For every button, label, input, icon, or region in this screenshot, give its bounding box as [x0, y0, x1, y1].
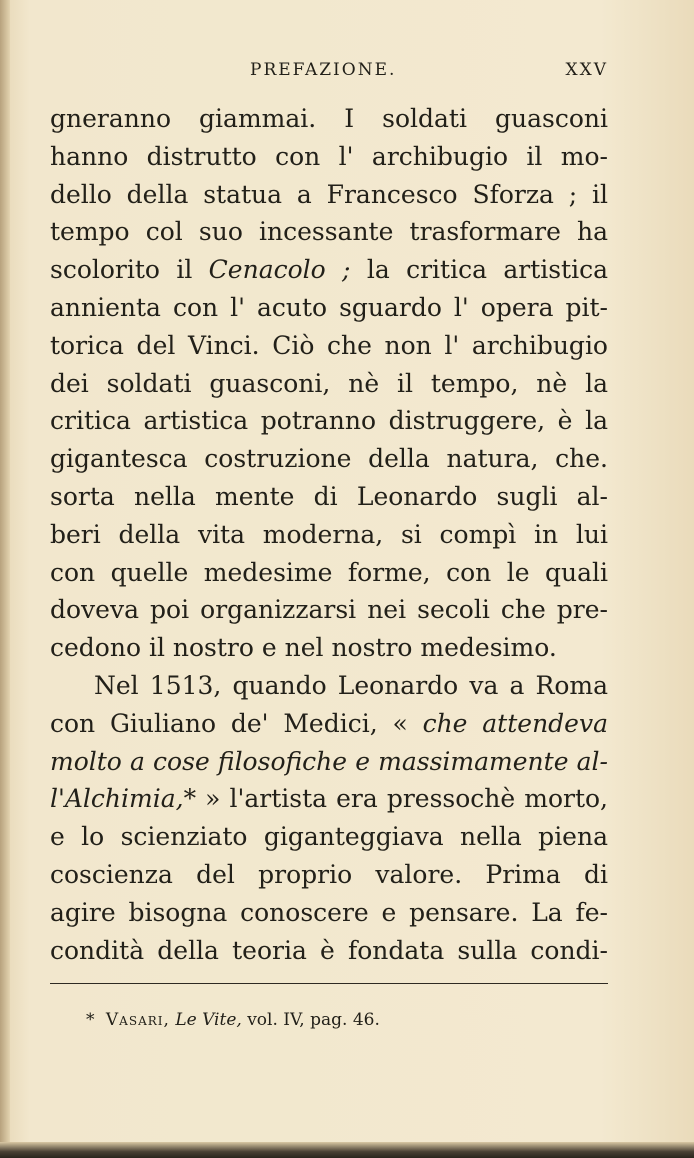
- text-line: cedono il nostro e nel nostro medesimo.: [50, 633, 557, 663]
- text-line: hanno distrutto con l' archibugio il mo-: [50, 141, 608, 171]
- text-segment: la critica artistica: [350, 255, 608, 285]
- text-line: gneranno giammai. I soldati guasconi: [50, 104, 608, 133]
- text-line: tempo col suo incessante trasformare ha: [50, 217, 608, 247]
- text-segment: * » l'artista era pressochè morto,: [183, 784, 608, 814]
- footnote: [86, 1010, 380, 1030]
- text-line: [50, 743, 608, 781]
- footnote-author: Vasari,: [105, 1010, 170, 1030]
- footnote-rule: [50, 983, 608, 984]
- text-line: Nel 1513, quando Leonardo va a Roma: [94, 670, 608, 700]
- page-binding-shadow: [0, 0, 10, 1158]
- text-line: dei soldati guasconi, nè il tempo, nè la: [50, 368, 608, 398]
- text-line: [50, 705, 608, 743]
- footnote-marker: *: [86, 1010, 95, 1030]
- text-line: con quelle medesime forme, con le quali: [50, 557, 608, 587]
- text-line: critica artistica potranno distruggere, è la: [50, 406, 608, 436]
- text-line: coscienza del proprio valore. Prima di: [50, 859, 608, 889]
- italic-title-cenacolo: Cenacolo ;: [208, 255, 351, 285]
- text-segment: con Giuliano de' Medici, «: [50, 708, 423, 738]
- text-line: [50, 251, 608, 289]
- text-line: [50, 780, 608, 818]
- text-line: annienta con l' acuto sguardo l' opera pit-: [50, 292, 608, 322]
- text-line: doveva poi organizzarsi nei secoli che pre-: [50, 595, 608, 625]
- text-segment: scolorito il: [50, 255, 209, 285]
- body-text: [50, 100, 608, 969]
- running-head: [60, 60, 608, 84]
- text-line: beri della vita moderna, si compì in lui: [50, 519, 608, 549]
- footnote-citation: vol. IV, pag. 46.: [247, 1010, 380, 1030]
- italic-quote: molto a cose filosofiche e massimamente al-: [50, 746, 608, 776]
- text-line: sorta nella mente di Leonardo sugli al-: [50, 481, 608, 511]
- text-line: agire bisogna conoscere e pensare. La fe-: [50, 897, 608, 927]
- text-line: e lo scienziato giganteggiava nella piena: [50, 822, 608, 852]
- text-line: torica del Vinci. Ciò che non l' archibugio: [50, 330, 608, 360]
- page-bottom-edge: [0, 1142, 694, 1158]
- footnote-title: Le Vite,: [175, 1010, 242, 1030]
- text-line: gigantesca costruzione della natura, che.: [50, 444, 608, 474]
- text-line: dello della statua a Francesco Sforza ; il: [50, 179, 608, 209]
- running-title: PREFAZIONE.: [250, 60, 397, 80]
- italic-quote: l'Alchimia,: [50, 784, 184, 814]
- text-line: condità della teoria è fondata sulla condi-: [50, 935, 608, 965]
- page-number: XXV: [565, 60, 608, 80]
- italic-quote: che attendeva: [422, 708, 608, 738]
